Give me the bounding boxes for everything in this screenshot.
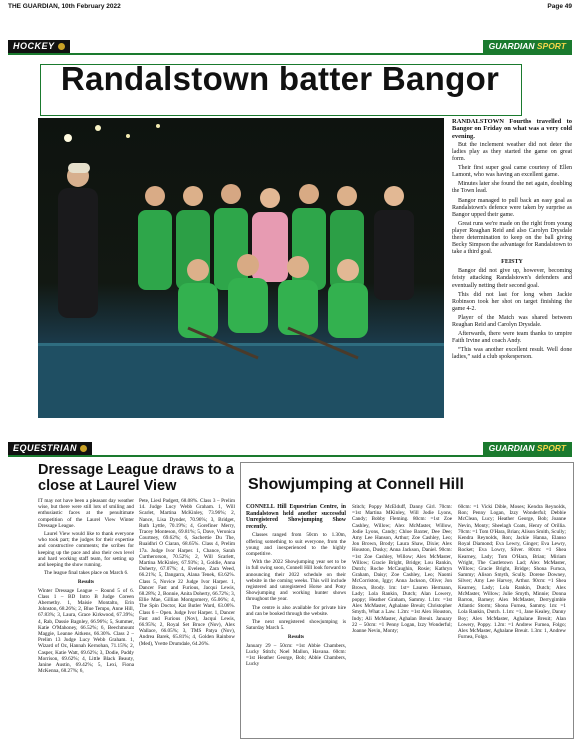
dressage-paragraph: IT may not have been a pleasant day weather wise, but there were still lots of smiling and enthusiastic faces at the penultimate competition of the Laurel View Winter Dressage League. bbox=[38, 498, 134, 529]
equestrian-section-bar bbox=[8, 442, 572, 457]
guardian-sport-brand: GUARDIAN SPORT bbox=[483, 442, 572, 455]
hockey-paragraph: Minutes later she found the net again, doubling the Town lead. bbox=[452, 181, 572, 195]
newspaper-date: THE GUARDIAN, 10th February 2022 bbox=[8, 3, 121, 10]
dressage-results-continued: Pete, Liesl Padgett, 68.08%. Class 3 – Prelim 14. Judge Lucy Webb Graham. 1, Will Scarlet, Martina McKinley, 73.96%; 2, Nance, Lisa Dynder, 70.96%; 3, Bridget, Ruth Lyttle, 70.19%; 4, Gorefiner Merry, Tracey Monteson, 69.81%; 5, Dave, Veronica Courtney, 69.62%; 6, Sachertie Du The, Ruaidhri O Ciaran, 68.65%. Class 4, Prelim 17a. Judge Ivor Harper. 1, Chance, Sarah Curtherorson, 70.52%; 2, Will Scarlett, Martina McKinley, 67.93%; 3, Goldie, Anna Doherty, 67.07%; 4, Evelene, Zara Weed, 66.21%; 5, Dangarra, Alana Tenek, 63.62%. Class 5, Novice 22 Judge Ivor Harper. 1, Dancer Fast and Furious, Jacqui Lewis, 68.28%; 2, Bonnie, Anita Doherty, 66.72%; 3, Ellie Mae, Gillian Montgomery, 65.06%; 4, The Spin Doctor, Kat Butler Ward, 63.06%. Class 6 – Open. Judge Ivor Harper. 1, Dancer Fast and Furious (Nov), Jacqui Lewis, 66.95%; 2, Royal Set Bruce (Nov), Alex Wallace, 66.05%; 3, TMS Patya (Nov), Andrea Barek, 65.81%; 4, Golden Rainbow (Med), Yvette Drumdale, 64.26%. bbox=[139, 498, 235, 647]
team-photo bbox=[38, 118, 444, 418]
hockey-paragraph: Their first super goal came courtesy of Ellen Lamont, who was having an excellent game. bbox=[452, 165, 572, 179]
hockey-subhead: FEISTY bbox=[501, 259, 523, 266]
hockey-ball-icon bbox=[58, 43, 65, 50]
showjumping-column-2 bbox=[352, 504, 452, 636]
hockey-paragraph: Great runs we're made on the right from young player Reaghan Reid and also Carolyn Drysdale there determination to keep on the ball giving Becky Simpson the advantage for Randalstown to take a third goal. bbox=[452, 220, 572, 256]
hockey-paragraph: Afterwards, there were team thanks to umpire Faith Irvine and coach Andy. bbox=[452, 331, 572, 345]
showjumping-results-continued: 60cm: =1 Vicki Dible, Moses; Kendra Reynolds, Ron; Penny Logan, Izzy Wonderful; Debbie McClean, Lucy; Heather George, Bob; Joanne Nevin, Monty; Sheelagh Coats, Henry of Orillia. 70cm: =1 Tom O'Hara, Brian; Alison Smith, Scully; Kendra Reynolds, Ron; Jackie Hanna, Elanso Royal Diamond; Eva Lewry, Ginger; Eva Lewry, Rocket; Eva Lowry, Silver. 80cm: =1 Shea Kearney, Lady; Tom O'Hara, Brian; Miriam Wright, The Castletown Lad; Alex McMaster, Willow; Gracie Bright, Bridge; Shona Furnca, Sammy; Alison Smyth, Scully. Dorene Downey, Silver; Amy Lee Harvey, Arthur. 90cm: =1 Shea Kearney, Lady; Lola Rankin, Dutch; Alex McMaster, Willow; Julie Smyth, Minnie; Donna Barron, Barney; Alex McMaster, Derrygimble Atlantic Storm; Shona Furnea, Sammy. 1m: =1 Lola Rankin, Dutch. 1.1m: =1, Jane Kealey, Danny Boy; Alex McMaster, Aghalane Breuit; Alan Lowery, Poppy. 1.2m: =1 Andrew Furnea, Folgo; Alex McMaster, Aghalane Breuit. 1.3m: 1, Andrew Furnea, Folgo. bbox=[458, 504, 566, 641]
dressage-paragraph: The league final takes place on March 6. bbox=[44, 570, 129, 577]
hockey-paragraph: Player of the Match was shared between Reaghan Reid and Carolyn Drysdale. bbox=[452, 314, 572, 329]
showjumping-results-title: Results bbox=[287, 634, 305, 641]
hockey-paragraph: Bangor managed to pull back an easy goal as Randalstown's defence were taken by surprise as Bangor upped their game. bbox=[452, 197, 572, 218]
page-header bbox=[8, 3, 572, 13]
hockey-tag: HOCKEY bbox=[8, 40, 70, 53]
showjumping-headline: Showjumping at Connell Hill bbox=[248, 476, 464, 493]
showjumping-intro: CONNELL Hill Equestrian Centre, in Randalstown held another successful Unregistered Showjumping Show recently. bbox=[246, 504, 346, 530]
hockey-intro: RANDALSTOWN Fourths travelled to Bangor on Friday on what was a very cold evening. bbox=[452, 118, 572, 140]
showjumping-column-3 bbox=[458, 504, 566, 642]
dressage-results: Winter Dressage League – Round 5 of 6. Class 1 – BD Intro B Judge Coreen Abernethy. 1, Maisie Montalto, Erin Johnston, 68.26%; 2, Blue Tempo, Anne Hill, 67.83%; 3, Laura, Grace Kirkwood, 67.39%; 4, Rab, Dassie Bagnley, 66.96%; 5, Summer, Katie O'Mahoney, 66.52%; 6, Beechmount Maggie, Leanne Aitkens, 66.30%. Class 2 – Prelim 13 Judge Lucy Webb Graham. 1, Wizard of Oz, Hannah Kernohan, 71.15%; 2, Casper, Katie Watt, 69.62%; 3, Dodie, Paddy Morrison, 69.62%; 4, Little Black Beauty, Janine Austin, 69.42%; 5, Lexi, Fiona McKenna, 68.27%; 6, bbox=[38, 587, 134, 675]
showjumping-paragraph: The next unregistered showjumping is Saturday March 5. bbox=[246, 619, 346, 632]
showjumping-results-continued: Stitch; Poppy McElduff, Danny Girl. 70cm: =1st Martina MKinley, Will Jodie Lyons, Candy; Bobby Fleming. 80cm: =1st Zoe Cashley, Willow; Alex McMaster, Willow, Jodie Lyons, Candy; Chloe Baxter, Dee Dee; Amy Lee Hanson, Arthur; Zoe Cashley, Leo; Jon Brown, Brody; Laura Shaw, Dixie; Alex Houston, Dusky; Anna Jackson, Daniel. 90cm: =1st Zoe Cashley, Willow; Alex McMaster, Willow; Gracie Bright, Bridge; Lou Rankin, Dutch; Roche McCaughin, Rosie; Kathryn Graham, Daisy; Zoe Cashley, Leo; Naomi McCorriston, Iggy; Anna Jackson, Olive; Jon Brown, Brody. 1m: 1st= Lauren Hermann, Lady; Lola Rankin, Dutch; Alan Lowery, poppy; Heather Graham, Sammy. 1.1m: =1st Alex McMaster, Aghalane Breuit; Christopher Smyth, What a Law. 1.2m: =1st Alex Houston, Indy; Ali McMaster, Aghalan Breuit. January 22 – 50cm: =1 Penny Logan, Izzy Wonderful; Joanne Nevin, Monty; bbox=[352, 504, 452, 635]
dressage-paragraph: Laurel View would like to thank everyone who took part; the judges for their expertise and constructive comments; the scribes for keeping up the pace and also their own level and hard working staff team, for setting up and keeping the show running. bbox=[38, 531, 134, 569]
dressage-column-1 bbox=[38, 498, 134, 676]
dressage-column-2 bbox=[139, 498, 235, 649]
guardian-sport-brand: GUARDIAN SPORT bbox=[483, 40, 572, 53]
hockey-story bbox=[452, 118, 572, 364]
hockey-section-bar bbox=[8, 40, 572, 55]
showjumping-paragraph: Classes ranged from 50cm to 1.30m, offering something to suit everyone, from the young and inexperienced to the highly competitive. bbox=[246, 532, 346, 557]
dressage-headline: Dressage League draws to a close at Laurel View bbox=[38, 462, 234, 494]
showjumping-column-1 bbox=[246, 504, 346, 669]
dressage-results-title: Results bbox=[77, 579, 95, 586]
page-number: Page 49 bbox=[547, 3, 572, 10]
team-photo-graphic bbox=[38, 118, 444, 418]
horseshoe-icon bbox=[80, 445, 87, 452]
hockey-paragraph: But the inclement weather did not deter the ladies play as they started the game on great form. bbox=[452, 141, 572, 163]
showjumping-paragraph: With the 2022 Showjumping year set to be in full swing soon, Connell Hill look forward to announcing their 2022 schedule on their website in the coming weeks. This will include registered and unregistered Horse and Pony Showjumping and working hunter shows throughout the year. bbox=[246, 559, 346, 603]
hockey-paragraph: “This was another excellent result. Well done ladies,” said a club spokesperson. bbox=[452, 347, 572, 361]
showjumping-results: January 29 – 50cm: =1st Abbie Chambers, Lucky Stitch; Noel Mallon, Havana. 60cm: =1st Heather George, Bob; Abbie Chambers, Lucky bbox=[246, 642, 346, 668]
hockey-paragraph: This did not last for long when Jackie Robinson took her shot on target finishing the game 4-2. bbox=[452, 291, 572, 312]
hockey-headline: Randalstown batter Bangor bbox=[60, 60, 500, 97]
hockey-paragraph: Bangor did not give up, however, becoming feisty attacking Randalstown's defenders and eventually netting their second goal. bbox=[452, 268, 572, 289]
equestrian-tag: EQUESTRIAN bbox=[8, 442, 92, 455]
showjumping-paragraph: The centre is also available for private hire and can be booked through the website. bbox=[246, 604, 346, 617]
